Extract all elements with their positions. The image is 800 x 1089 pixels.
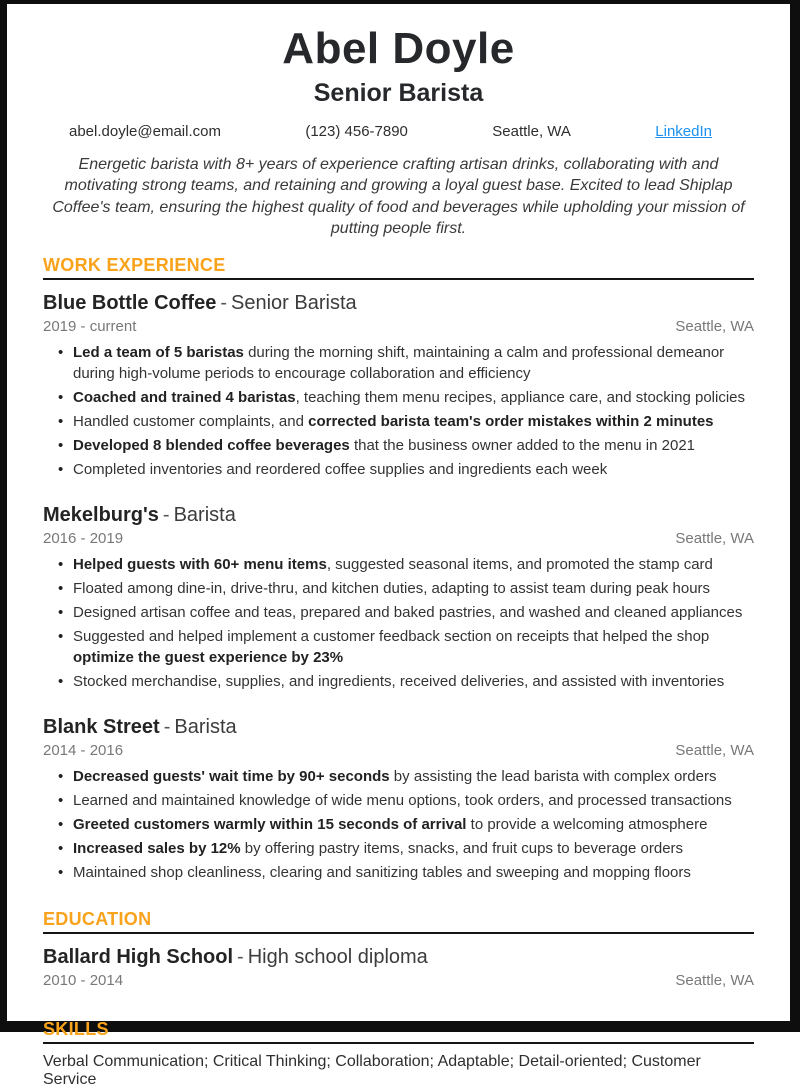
job-location: Seattle, WA	[675, 742, 754, 760]
job-entry-mekelburgs	[43, 504, 754, 692]
bullet-item: • Completed inventories and reordered coffee supplies and ingredients each week	[73, 459, 754, 480]
job-bullet-list	[43, 766, 754, 883]
job-location: Seattle, WA	[675, 318, 754, 336]
bullet-item: • Designed artisan coffee and teas, prepared and baked pastries, and washed and cleaned appliances	[73, 602, 754, 623]
education-location: Seattle, WA	[675, 972, 754, 990]
bullet-item: • Stocked merchandise, supplies, and ingredients, received deliveries, and assisted with inventories	[73, 671, 754, 692]
bullet-item: • Helped guests with 60+ menu items, suggested seasonal items, and promoted the stamp card	[73, 554, 754, 575]
section-heading-skills: SKILLS	[43, 1019, 754, 1044]
bullet-item: • Increased sales by 12% by offering pastry items, snacks, and fruit cups to beverage orders	[73, 838, 754, 859]
section-heading-education: EDUCATION	[43, 909, 754, 934]
job-header	[43, 504, 754, 527]
bullet-item: • Greeted customers warmly within 15 seconds of arrival to provide a welcoming atmosphere	[73, 814, 754, 835]
job-role: Barista	[173, 504, 236, 527]
job-entry-blue-bottle	[43, 292, 754, 480]
section-heading-work-experience: WORK EXPERIENCE	[43, 255, 754, 280]
resume-page	[7, 4, 790, 1089]
dash-separator: -	[162, 504, 170, 527]
school-name: Ballard High School	[43, 946, 234, 969]
company-name: Blank Street	[43, 716, 160, 739]
job-meta	[43, 530, 754, 547]
education-entry	[43, 946, 754, 989]
dash-separator: -	[220, 292, 228, 315]
degree: High school diploma	[247, 946, 428, 969]
contact-phone: (123) 456-7890	[305, 122, 408, 140]
job-role: Senior Barista	[231, 292, 357, 315]
bullet-item: • Learned and maintained knowledge of wide menu options, took orders, and processed transactions	[73, 790, 754, 811]
job-role: Barista	[174, 716, 237, 739]
job-header	[43, 716, 754, 739]
job-dates: 2014 - 2016	[43, 742, 124, 760]
career-summary: Energetic barista with 8+ years of experience crafting artisan drinks, collaborating with and motivating strong teams, and retaining and growing a loyal guest base. Excited to lead Shiplap Coffee's team, ensuring the highest quality of food and beverages while upholding your mission of putting people first.	[52, 155, 745, 238]
education-header	[43, 946, 754, 969]
linkedin-link[interactable]: LinkedIn	[655, 122, 712, 140]
education-meta	[43, 972, 754, 989]
company-name: Blue Bottle Coffee	[43, 292, 217, 315]
bullet-item: • Coached and trained 4 baristas, teaching them menu recipes, appliance care, and stocking policies	[73, 387, 754, 408]
bullet-item: • Suggested and helped implement a customer feedback section on receipts that helped the shop optimize the guest experience by 23%	[73, 626, 754, 668]
dash-separator: -	[163, 716, 171, 739]
company-name: Mekelburg's	[43, 504, 159, 527]
candidate-title: Senior Barista	[313, 79, 484, 108]
contact-row	[69, 123, 712, 140]
skills-list: Verbal Communication; Critical Thinking; Collaboration; Adaptable; Detail-oriented; Customer Service	[43, 1053, 701, 1089]
bullet-item: • Handled customer complaints, and corrected barista team's order mistakes within 2 minutes	[73, 411, 754, 432]
job-bullet-list	[43, 342, 754, 480]
job-bullet-list	[43, 554, 754, 692]
contact-email: abel.doyle@email.com	[69, 122, 221, 140]
bullet-item: • Led a team of 5 baristas during the morning shift, maintaining a calm and professional demeanor during high-volume periods to encourage collaboration and efficiency	[73, 342, 754, 384]
bullet-item: • Decreased guests' wait time by 90+ seconds by assisting the lead barista with complex orders	[73, 766, 754, 787]
bullet-item: • Developed 8 blended coffee beverages that the business owner added to the menu in 2021	[73, 435, 754, 456]
job-entry-blank-street	[43, 716, 754, 883]
bullet-item: • Floated among dine-in, drive-thru, and kitchen duties, adapting to assist team during peak hours	[73, 578, 754, 599]
job-location: Seattle, WA	[675, 530, 754, 548]
job-header	[43, 292, 754, 315]
candidate-name: Abel Doyle	[282, 24, 515, 73]
contact-location: Seattle, WA	[492, 122, 571, 140]
job-meta	[43, 742, 754, 759]
job-dates: 2016 - 2019	[43, 530, 124, 548]
education-dates: 2010 - 2014	[43, 972, 124, 990]
dash-separator: -	[237, 946, 244, 969]
job-meta	[43, 318, 754, 335]
job-dates: 2019 - current	[43, 318, 137, 336]
bullet-item: • Maintained shop cleanliness, clearing and sanitizing tables and sweeping and mopping floors	[73, 862, 754, 883]
